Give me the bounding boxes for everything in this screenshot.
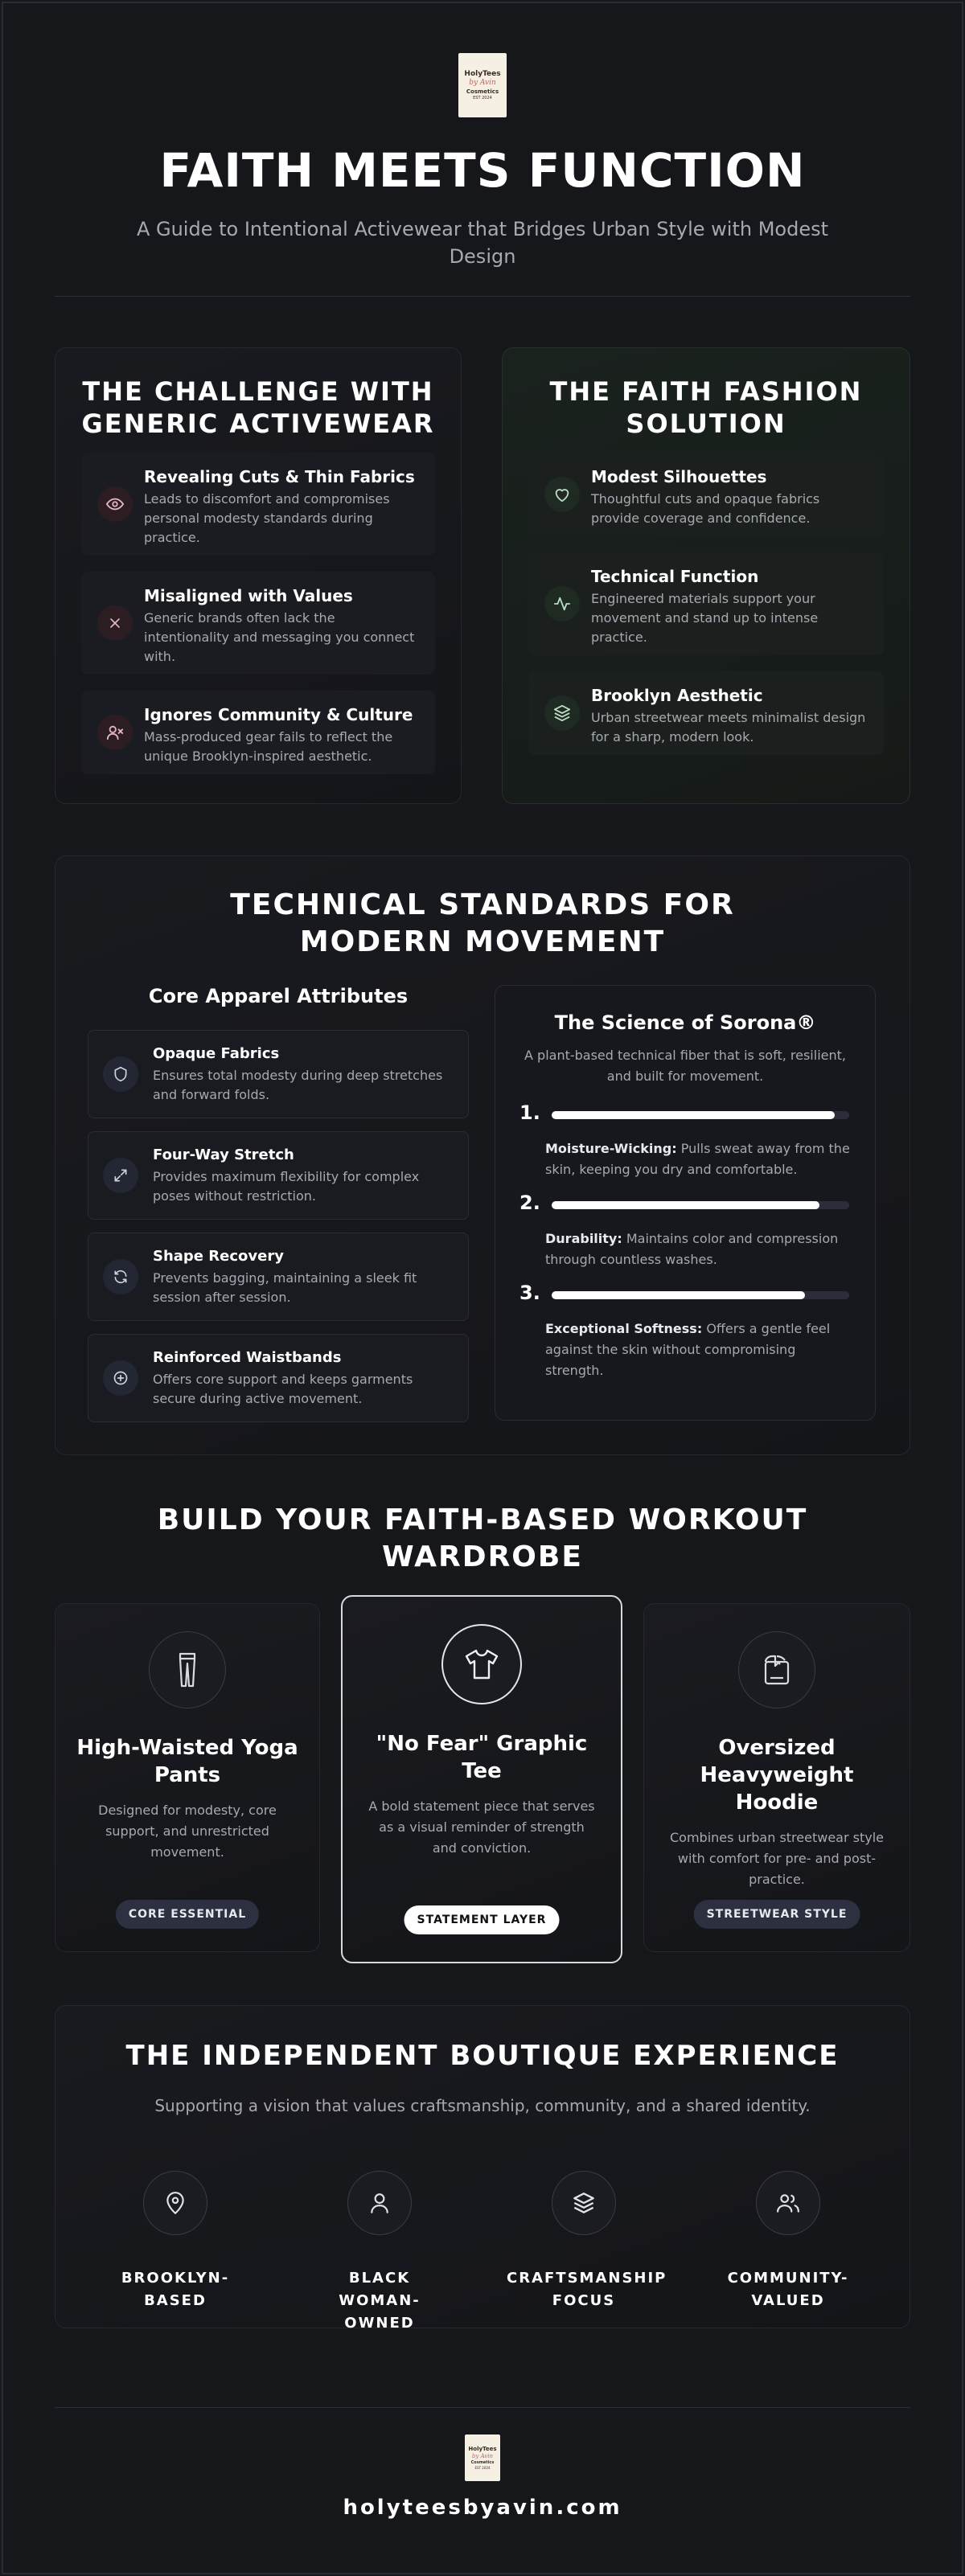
activity-icon bbox=[544, 586, 580, 621]
attribute-item bbox=[88, 1131, 469, 1220]
wardrobe-title: BUILD YOUR FAITH-BASED WORKOUT WARDROBE bbox=[157, 1503, 808, 1573]
item-title: Technical Function bbox=[591, 567, 759, 586]
attribute-title: Opaque Fabrics bbox=[153, 1045, 280, 1062]
science-bar bbox=[552, 1111, 849, 1119]
product-card[interactable] bbox=[55, 1603, 320, 1952]
attribute-item bbox=[88, 1334, 469, 1422]
item-title: Brooklyn Aesthetic bbox=[591, 686, 763, 705]
science-text bbox=[545, 1319, 852, 1381]
logo-line: Cosmetics bbox=[466, 88, 499, 95]
science-label: Moisture-Wicking: bbox=[545, 1141, 677, 1156]
science-number: 3. bbox=[519, 1282, 540, 1304]
attributes-title: Core Apparel Attributes bbox=[148, 985, 409, 1007]
solution-card bbox=[502, 347, 910, 804]
science-bar bbox=[552, 1201, 849, 1209]
attribute-desc: Ensures total modesty during deep stretches and forward folds. bbox=[153, 1068, 443, 1102]
logo-line: HolyTees bbox=[468, 2445, 497, 2452]
logo-line: Cosmetics bbox=[470, 2459, 495, 2465]
challenge-card bbox=[55, 347, 462, 804]
tshirt-icon bbox=[441, 1624, 522, 1704]
challenge-item bbox=[81, 453, 435, 556]
item-desc: Urban streetwear meets minimalist design for a sharp, modern look. bbox=[591, 710, 866, 744]
science-text bbox=[545, 1229, 852, 1270]
science-label: Exceptional Softness: bbox=[545, 1321, 703, 1336]
product-desc: A bold statement piece that serves as a visual reminder of strength and conviction. bbox=[368, 1799, 595, 1856]
solution-item bbox=[528, 671, 884, 755]
product-name: Oversized Heavyweight Hoodie bbox=[700, 1736, 854, 1815]
product-desc: Combines urban streetwear style with comfort for pre- and post-practice. bbox=[669, 1830, 885, 1887]
science-panel bbox=[495, 985, 876, 1421]
brand-logo bbox=[458, 53, 507, 117]
attribute-desc: Offers core support and keeps garments secure during active movement. bbox=[153, 1372, 413, 1406]
science-bar bbox=[552, 1291, 849, 1299]
science-text bbox=[545, 1138, 852, 1180]
logo-line: HolyTees bbox=[464, 69, 501, 78]
attribute-title: Four-Way Stretch bbox=[153, 1146, 294, 1163]
science-title: The Science of Sorona® bbox=[554, 1011, 816, 1034]
attribute-title: Shape Recovery bbox=[153, 1248, 284, 1265]
standards-card bbox=[55, 855, 910, 1455]
hoodie-icon bbox=[738, 1631, 815, 1708]
attribute-desc: Provides maximum flexibility for complex poses without restriction. bbox=[153, 1169, 420, 1204]
product-desc: Designed for modesty, core support, and unrestricted movement. bbox=[98, 1803, 277, 1860]
item-title: Modest Silhouettes bbox=[591, 467, 767, 486]
product-tag: CORE ESSENTIAL bbox=[116, 1900, 259, 1929]
attribute-item bbox=[88, 1233, 469, 1321]
attribute-desc: Prevents bagging, maintaining a sleek fit session after session. bbox=[153, 1270, 417, 1305]
footer-logo bbox=[465, 2434, 500, 2481]
divider bbox=[55, 2407, 910, 2408]
value-label: BROOKLYN-BASED bbox=[121, 2270, 230, 2309]
value-item bbox=[503, 2171, 667, 2312]
science-number: 2. bbox=[519, 1192, 540, 1214]
solution-item bbox=[528, 552, 884, 655]
item-desc: Mass-produced gear fails to reflect the unique Brooklyn-inspired aesthetic. bbox=[144, 729, 393, 764]
item-desc: Generic brands often lack the intentionality and messaging you connect with. bbox=[144, 610, 415, 664]
heart-icon bbox=[544, 477, 580, 512]
map-pin-icon bbox=[143, 2171, 207, 2235]
product-card[interactable] bbox=[643, 1603, 910, 1952]
product-name: "No Fear" Graphic Tee bbox=[376, 1732, 588, 1783]
science-label: Durability: bbox=[545, 1231, 622, 1246]
refresh-icon bbox=[103, 1259, 138, 1294]
science-desc: Offers a gentle feel against the skin without compromising strength. bbox=[545, 1321, 831, 1378]
science-desc: Maintains color and compression through countless washes. bbox=[545, 1231, 839, 1267]
standards-title: TECHNICAL STANDARDS FOR MODERN MOVEMENT bbox=[230, 888, 735, 958]
science-desc: Pulls sweat away from the skin, keeping you dry and comfortable. bbox=[545, 1141, 850, 1177]
user-x-icon bbox=[97, 715, 133, 750]
item-title: Revealing Cuts & Thin Fabrics bbox=[144, 467, 415, 486]
logo-line: EST 2024 bbox=[473, 95, 492, 100]
product-name: High-Waisted Yoga Pants bbox=[76, 1736, 298, 1787]
user-icon bbox=[347, 2171, 412, 2235]
boutique-title: THE INDEPENDENT BOUTIQUE EXPERIENCE bbox=[125, 2040, 840, 2072]
shield-icon bbox=[103, 1056, 138, 1092]
challenge-item bbox=[81, 572, 435, 675]
solution-item bbox=[528, 453, 884, 536]
science-subtitle: A plant-based technical fiber that is soft, resilient, and built for movement. bbox=[524, 1048, 846, 1084]
value-label: BLACK WOMAN-OWNED bbox=[339, 2270, 421, 2332]
layers-icon bbox=[552, 2171, 616, 2235]
x-icon bbox=[97, 605, 133, 641]
value-item bbox=[708, 2171, 868, 2312]
footer-url-link[interactable]: holyteesbyavin.com bbox=[343, 2496, 622, 2520]
product-tag: STATEMENT LAYER bbox=[404, 1905, 560, 1934]
product-tag: STREETWEAR STYLE bbox=[694, 1900, 860, 1929]
layers-icon bbox=[544, 695, 580, 731]
divider bbox=[55, 296, 910, 297]
boutique-subtitle: Supporting a vision that values craftsmanship, community, and a shared identity. bbox=[154, 2096, 811, 2115]
item-desc: Engineered materials support your movement and stand up to intense practice. bbox=[591, 591, 819, 645]
value-item bbox=[299, 2171, 460, 2335]
challenge-item bbox=[81, 691, 435, 774]
value-label: CRAFTSMANSHIP FOCUS bbox=[507, 2270, 667, 2309]
product-card-featured[interactable] bbox=[341, 1595, 622, 1963]
science-bar-fill bbox=[552, 1291, 805, 1299]
item-desc: Thoughtful cuts and opaque fabrics provide coverage and confidence. bbox=[591, 491, 820, 526]
item-title: Misaligned with Values bbox=[144, 586, 353, 605]
challenge-title: THE CHALLENGE WITH GENERIC ACTIVEWEAR bbox=[81, 376, 435, 439]
attribute-item bbox=[88, 1030, 469, 1118]
pants-icon bbox=[149, 1631, 226, 1708]
logo-line: by Avin bbox=[471, 2452, 494, 2459]
expand-icon bbox=[103, 1158, 138, 1193]
page-subtitle: A Guide to Intentional Activewear that Bridges Urban Style with Modest Design bbox=[136, 218, 829, 268]
plus-circle-icon bbox=[103, 1360, 138, 1396]
logo-line: by Avin bbox=[469, 78, 496, 87]
item-title: Ignores Community & Culture bbox=[144, 705, 413, 724]
science-number: 1. bbox=[519, 1101, 540, 1124]
page-title: FAITH MEETS FUNCTION bbox=[159, 143, 806, 198]
logo-line: EST 2024 bbox=[474, 2465, 491, 2470]
value-label: COMMUNITY-VALUED bbox=[727, 2270, 849, 2309]
science-bar-fill bbox=[552, 1201, 819, 1209]
item-desc: Leads to discomfort and compromises personal modesty standards during practice. bbox=[144, 491, 390, 545]
value-item bbox=[95, 2171, 256, 2312]
eye-icon bbox=[97, 486, 133, 522]
science-bar-fill bbox=[552, 1111, 835, 1119]
solution-title: THE FAITH FASHION SOLUTION bbox=[549, 376, 863, 439]
attribute-title: Reinforced Waistbands bbox=[153, 1349, 342, 1366]
users-icon bbox=[756, 2171, 820, 2235]
